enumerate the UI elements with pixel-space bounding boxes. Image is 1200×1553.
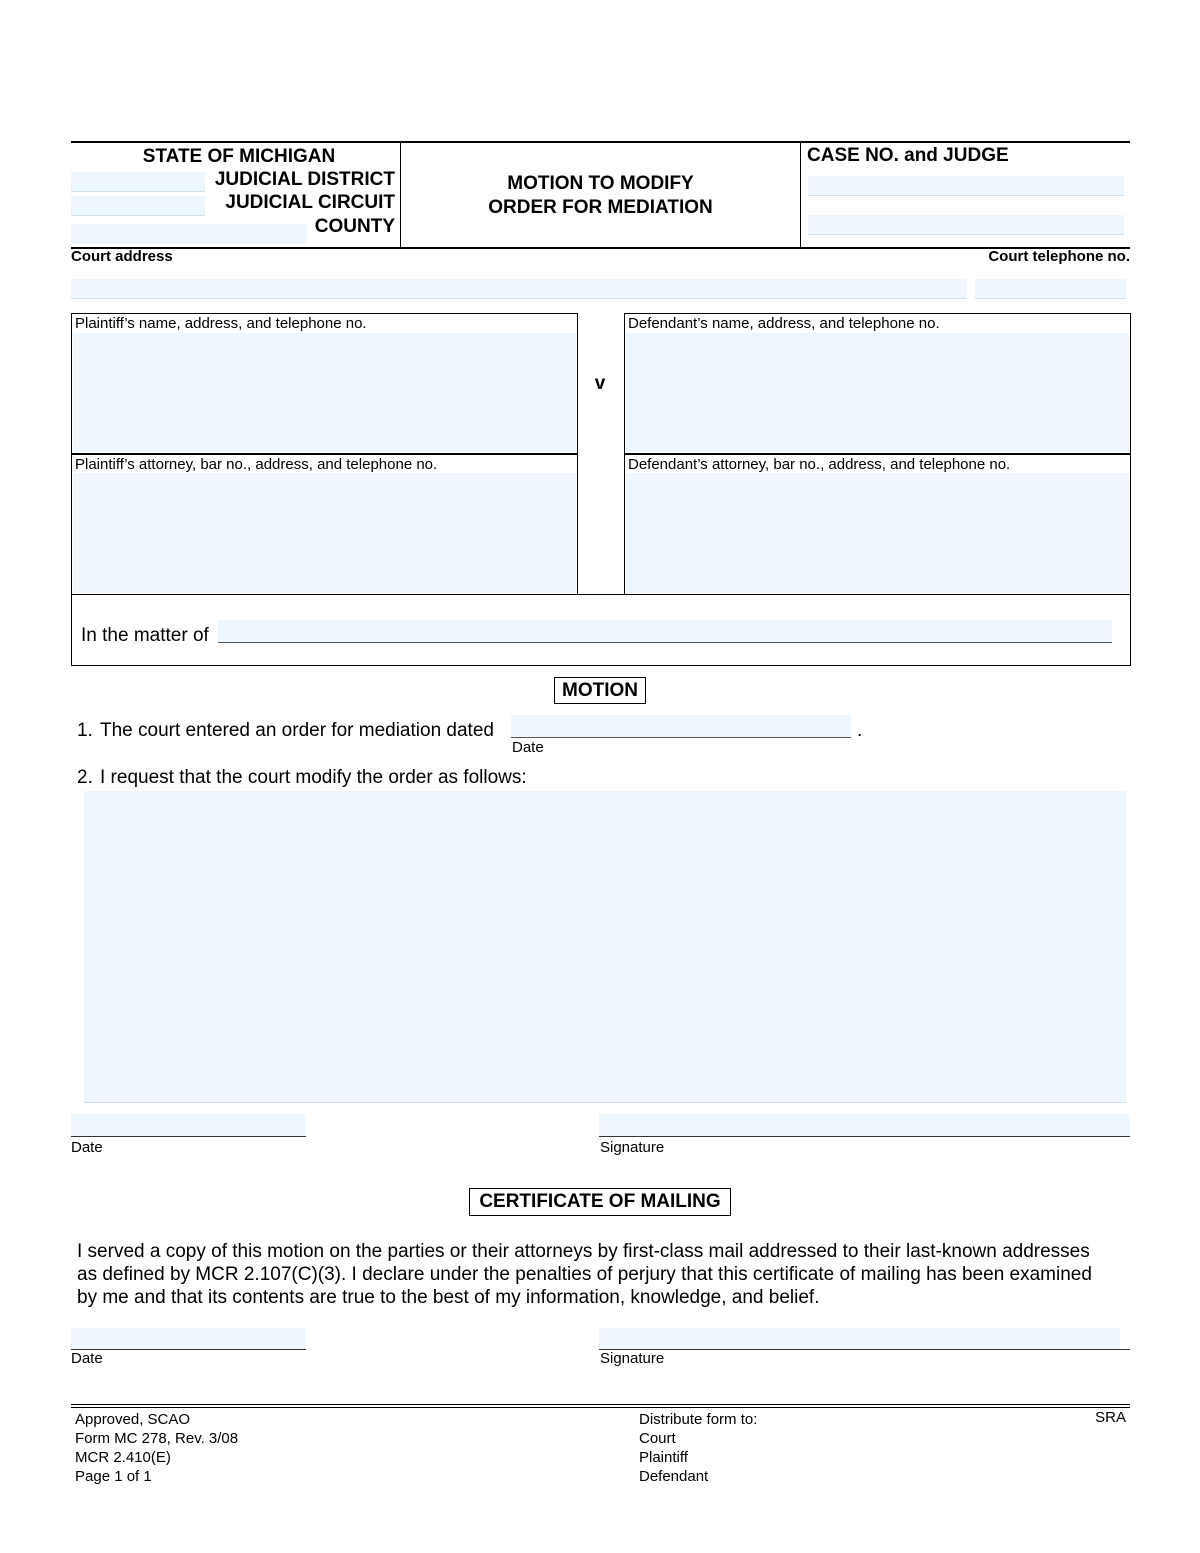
defendant-field[interactable] xyxy=(626,333,1129,452)
footer-distribute-defendant: Defendant xyxy=(639,1468,709,1485)
certificate-date-field[interactable] xyxy=(71,1328,306,1350)
motion-title: MOTION xyxy=(554,677,646,704)
footer-approved: Approved, SCAO xyxy=(75,1411,191,1428)
certificate-signature-rule xyxy=(599,1349,1130,1350)
modification-request-field[interactable] xyxy=(84,791,1126,1103)
court-address-label: Court address xyxy=(71,248,173,265)
certificate-text-line2: as defined by MCR 2.107(C)(3). I declare under the penalties of perjury that this certificate of mailing has been examined xyxy=(77,1264,1092,1285)
court-address-field[interactable] xyxy=(71,279,967,299)
certificate-signature-field[interactable] xyxy=(599,1328,1120,1349)
defendant-attorney-label: Defendant’s attorney, bar no., address, and telephone no. xyxy=(628,456,1011,473)
item1-number: 1. xyxy=(77,720,93,741)
case-number-field[interactable] xyxy=(808,176,1124,196)
motion-signature-label: Signature xyxy=(600,1139,665,1156)
case-no-judge-label: CASE NO. and JUDGE xyxy=(807,145,1009,166)
header-top-rule xyxy=(71,141,1130,143)
footer-distribute-label: Distribute form to: xyxy=(639,1411,758,1428)
footer-rule-bottom xyxy=(71,1407,1130,1408)
motion-signature-field[interactable] xyxy=(599,1114,1130,1137)
footer-rule-reference: MCR 2.410(E) xyxy=(75,1449,171,1466)
circuit-number-field[interactable] xyxy=(71,196,205,216)
county-name-field[interactable] xyxy=(71,224,307,244)
state-label: STATE OF MICHIGAN xyxy=(142,146,336,167)
item2-text: I request that the court modify the order as follows: xyxy=(100,767,527,788)
defendant-attorney-field[interactable] xyxy=(626,473,1129,593)
form-title-line1: MOTION TO MODIFY xyxy=(507,173,694,194)
header-divider-right xyxy=(800,142,801,248)
footer-page-number: Page 1 of 1 xyxy=(75,1468,152,1485)
county-label: COUNTY xyxy=(314,216,395,237)
plaintiff-label: Plaintiff’s name, address, and telephone no. xyxy=(75,315,367,332)
certificate-text-line1: I served a copy of this motion on the parties or their attorneys by first-class mail addressed to their last-known addresses xyxy=(77,1241,1090,1262)
item2-number: 2. xyxy=(77,767,93,788)
motion-date-label: Date xyxy=(71,1139,103,1156)
form-title-line2: ORDER FOR MEDIATION xyxy=(488,197,713,218)
motion-date-field[interactable] xyxy=(71,1114,306,1137)
court-telephone-label: Court telephone no. xyxy=(988,248,1130,265)
court-telephone-field[interactable] xyxy=(975,279,1126,299)
judge-field[interactable] xyxy=(808,215,1124,235)
footer-sra: SRA xyxy=(1095,1409,1126,1426)
matter-label: In the matter of xyxy=(81,625,209,646)
item1-period: . xyxy=(857,720,863,741)
certificate-text-line3: by me and that its contents are true to the best of my information, knowledge, and belief. xyxy=(77,1287,820,1308)
judicial-district-label: JUDICIAL DISTRICT xyxy=(214,169,395,190)
certificate-date-label: Date xyxy=(71,1350,103,1367)
defendant-label: Defendant’s name, address, and telephone no. xyxy=(628,315,940,332)
footer-distribute-court: Court xyxy=(639,1430,676,1447)
plaintiff-field[interactable] xyxy=(73,333,576,452)
matter-field[interactable] xyxy=(218,620,1112,643)
mediation-order-date-field[interactable] xyxy=(511,715,851,738)
footer-form-number: Form MC 278, Rev. 3/08 xyxy=(75,1430,239,1447)
item1-text: The court entered an order for mediation dated xyxy=(100,720,494,741)
footer-rule-top xyxy=(71,1404,1130,1405)
certificate-title: CERTIFICATE OF MAILING xyxy=(469,1188,731,1216)
district-number-field[interactable] xyxy=(71,172,205,192)
footer-distribute-plaintiff: Plaintiff xyxy=(639,1449,688,1466)
versus-label: v xyxy=(594,373,606,394)
item1-date-caption: Date xyxy=(512,739,544,756)
judicial-circuit-label: JUDICIAL CIRCUIT xyxy=(225,192,395,213)
plaintiff-attorney-field[interactable] xyxy=(73,473,576,593)
plaintiff-attorney-label: Plaintiff’s attorney, bar no., address, and telephone no. xyxy=(75,456,438,473)
certificate-signature-label: Signature xyxy=(600,1350,665,1367)
